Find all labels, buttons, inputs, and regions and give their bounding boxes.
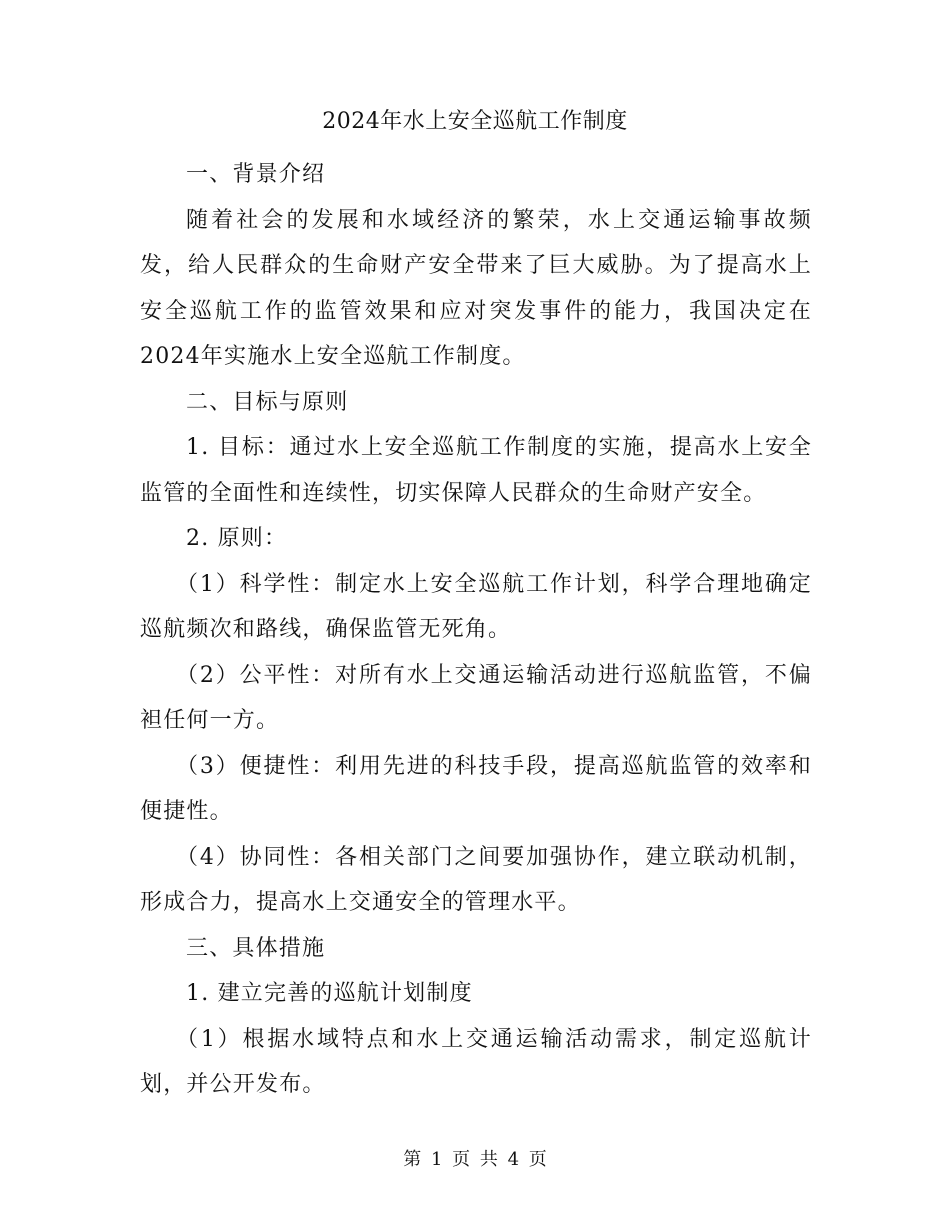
principle-item-coordination: （4）协同性：各相关部门之间要加强协作，建立联动机制，形成合力，提高水上交通安全的管理水平。 xyxy=(140,844,812,915)
principle-item-fairness: （2）公平性：对所有水上交通运输活动进行巡航监管，不偏袒任何一方。 xyxy=(140,662,812,733)
page-number-footer: 第 1 页 共 4 页 xyxy=(403,1149,547,1170)
background-paragraph: 随着社会的发展和水域经济的繁荣，水上交通运输事故频发，给人民群众的生命财产安全带来了巨大威胁。为了提高水上安全巡航工作的监管效果和应对突发事件的能力，我国决定在2024年实施水上安全巡航工作制度。 xyxy=(140,207,812,369)
measure-subitem: （1）根据水域特点和水上交通运输活动需求，制定巡航计划，并公开发布。 xyxy=(140,1026,812,1097)
document-body xyxy=(140,152,812,1108)
principle-item-scientific: （1）科学性：制定水上安全巡航工作计划，科学合理地确定巡航频次和路线，确保监管无死角。 xyxy=(140,571,812,642)
section-heading-goals: 二、目标与原则 xyxy=(186,389,349,415)
principle-item-convenience: （3）便捷性：利用先进的科技手段，提高巡航监管的效率和便捷性。 xyxy=(140,753,812,824)
measure-item: 1. 建立完善的巡航计划制度 xyxy=(186,981,473,1006)
document-title: 2024年水上安全巡航工作制度 xyxy=(322,109,628,134)
section-heading-background: 一、背景介绍 xyxy=(186,162,326,187)
principles-heading: 2. 原则： xyxy=(186,526,288,551)
section-heading-measures: 三、具体措施 xyxy=(186,935,326,961)
goal-item: 1. 目标：通过水上安全巡航工作制度的实施，提高水上安全监管的全面性和连续性，切实保障人民群众的生命财产安全。 xyxy=(140,435,812,506)
